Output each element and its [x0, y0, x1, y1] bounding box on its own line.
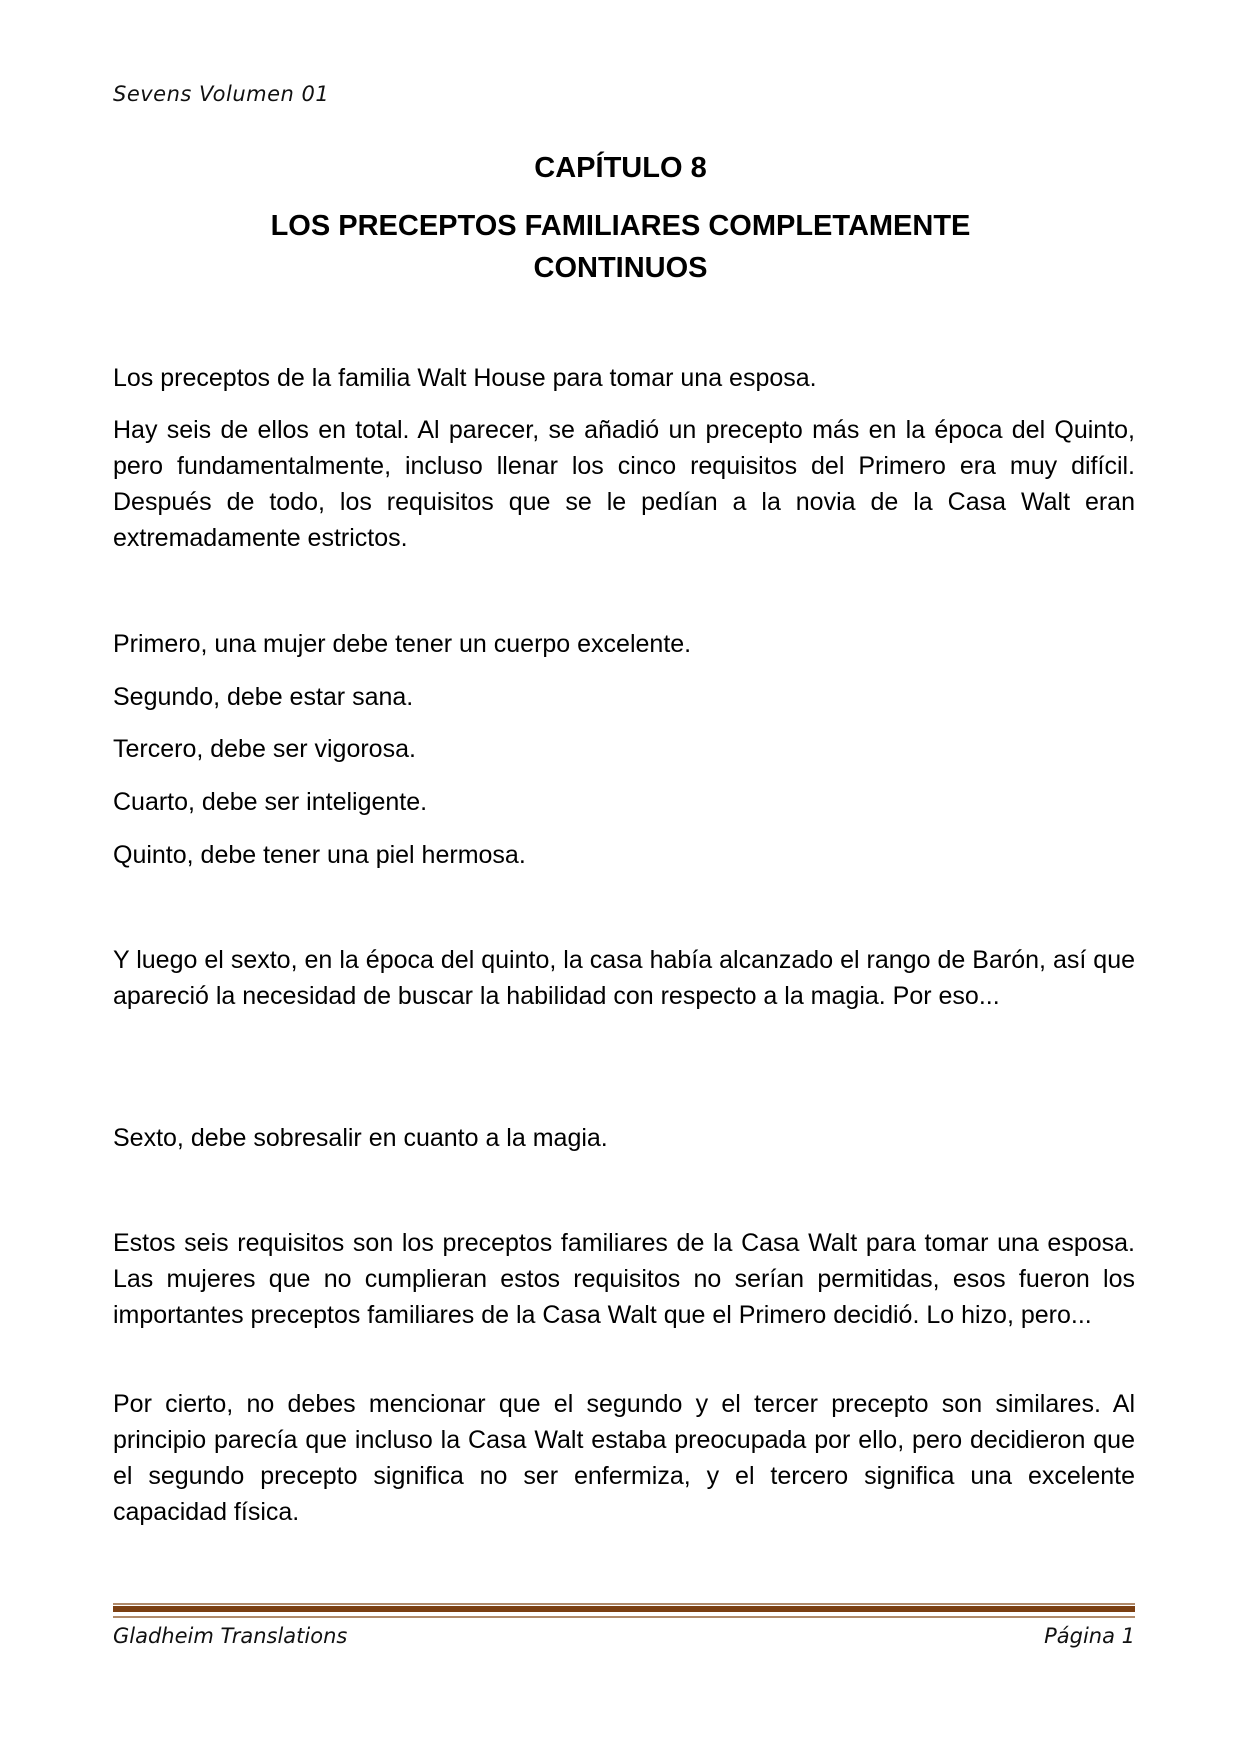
precept-2: Segundo, debe estar sana.: [113, 683, 414, 711]
precept-1: Primero, una mujer debe tener un cuerpo excelente.: [113, 630, 692, 658]
paragraph: Y luego el sexto, en la época del quinto, la casa había alcanzado el rango de Barón, así que apareció la necesidad de buscar la habilidad con respecto a la magia. Por eso...: [113, 946, 1135, 1010]
precept-5: Quinto, debe tener una piel hermosa.: [113, 841, 526, 869]
precept-6: Sexto, debe sobresalir en cuanto a la magia.: [113, 1124, 608, 1152]
precept-3: Tercero, debe ser vigorosa.: [113, 735, 416, 763]
footer-page-number: Página 1: [1044, 1624, 1135, 1648]
paragraph: Por cierto, no debes mencionar que el segundo y el tercer precepto son similares. Al principio parecía que incluso la Casa Walt estaba preocupada por ello, pero decidieron que el segundo precepto significa no ser enfermiza, y el tercero significa una excelente capacidad física.: [113, 1390, 1135, 1526]
running-header: Sevens Volumen 01: [113, 82, 330, 106]
paragraph: Hay seis de ellos en total. Al parecer, se añadió un precepto más en la época del Quinto, pero fundamentalmente, incluso llenar los cinco requisitos del Primero era muy difícil. Después de todo, los requisitos que se le pedían a la novia de la Casa Walt eran extremadamente estrictos.: [113, 416, 1135, 552]
precept-4: Cuarto, debe ser inteligente.: [113, 788, 428, 816]
chapter-number: CAPÍTULO 8: [534, 152, 707, 184]
paragraph: Estos seis requisitos son los preceptos familiares de la Casa Walt para tomar una esposa. Las mujeres que no cumplieran estos requisitos no serían permitidas, esos fueron los importantes preceptos familiares de la Casa Walt que el Primero decidió. Lo hizo, pero...: [113, 1229, 1135, 1329]
chapter-title-line-2: CONTINUOS: [533, 252, 708, 284]
footer-translator: Gladheim Translations: [113, 1624, 348, 1648]
paragraph: Los preceptos de la familia Walt House para tomar una esposa.: [113, 364, 817, 392]
chapter-title-line-1: LOS PRECEPTOS FAMILIARES COMPLETAMENTE: [270, 210, 971, 242]
footer-divider: [113, 1603, 1135, 1618]
